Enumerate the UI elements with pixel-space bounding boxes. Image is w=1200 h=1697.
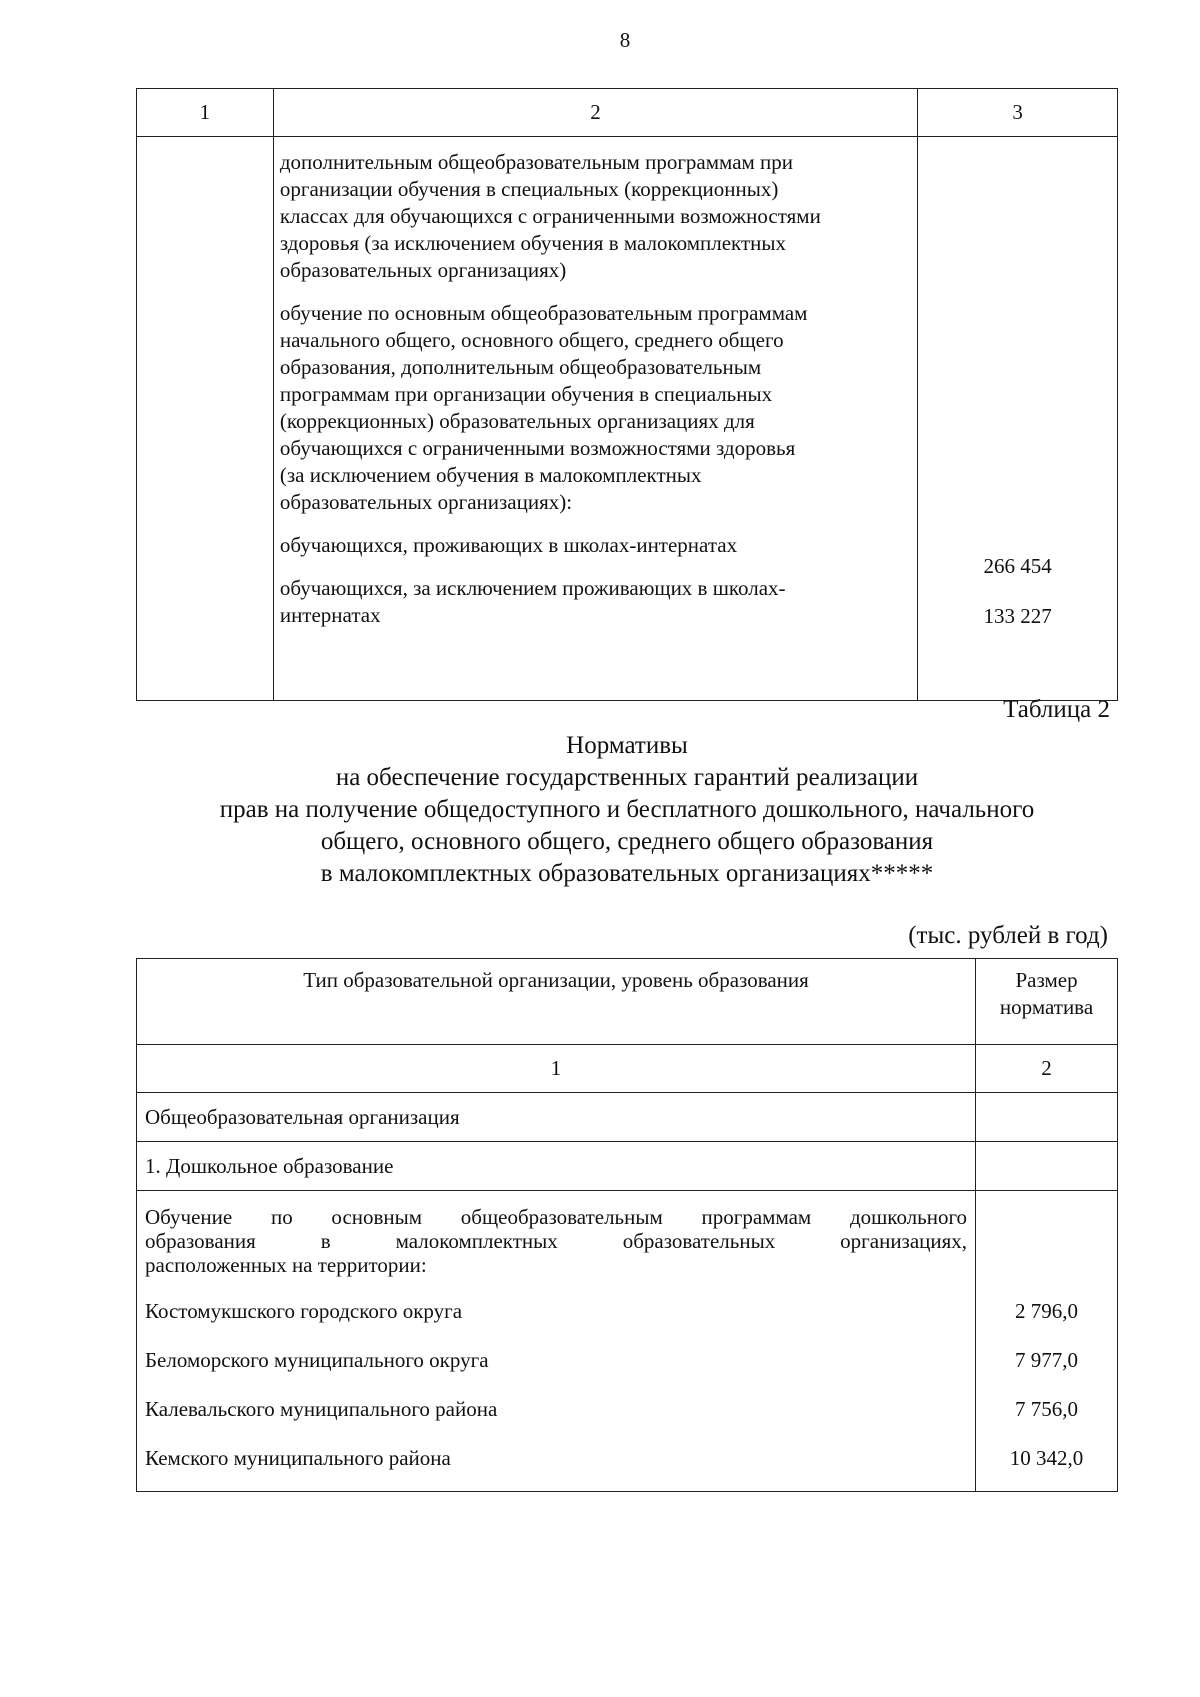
unit-label: (тыс. рублей в год) (908, 922, 1108, 949)
text-line: обучающихся, за исключением проживающих в школах- (279, 576, 786, 600)
row-org-label: Общеобразовательная организация (137, 1093, 976, 1142)
text-line: (коррекционных) образовательных организациях для (279, 409, 755, 433)
table-2-title (136, 730, 1118, 890)
preschool-cell (137, 1191, 976, 1492)
table-1-text-cell (273, 137, 917, 701)
table-1-body-row (137, 137, 1118, 701)
table-2-label: Таблица 2 (1003, 696, 1110, 723)
value-boarding-students: 266 454 (983, 554, 1052, 578)
header-norm-size (976, 959, 1118, 1045)
table-row (137, 1191, 1118, 1492)
text-line: (за исключением обучения в малокомплектных (279, 463, 702, 487)
table-2-header-row (137, 959, 1118, 1045)
value-non-boarding-students: 133 227 (983, 604, 1052, 628)
table-2-col-number: 1 (137, 1045, 976, 1093)
row-org-value (976, 1093, 1118, 1142)
table-1-value-cell (918, 137, 1118, 701)
text-line: обучение по основным общеобразовательным программам (279, 301, 808, 325)
item-boarding-students: обучающихся, проживающих в школах-интернатах (279, 533, 738, 557)
page-number: 8 (619, 28, 631, 52)
table-1-col-number: 3 (918, 89, 1118, 137)
title-line: в малокомплектных образовательных организациях***** (320, 860, 934, 887)
table-1-col-number: 1 (137, 89, 274, 137)
text-line: образования, дополнительным общеобразовательным (279, 355, 762, 379)
region-value: 2 796,0 (1015, 1299, 1079, 1323)
preschool-intro (137, 1191, 975, 1277)
region-value: 7 977,0 (1015, 1348, 1079, 1372)
text-line: организации обучения в специальных (коррекционных) (279, 177, 779, 201)
text-line: Обучение по основным общеобразовательным программам дошкольного (145, 1205, 968, 1229)
table-2-col-number: 2 (976, 1045, 1118, 1093)
region-value: 10 342,0 (1009, 1446, 1084, 1470)
table-1-empty-cell (137, 137, 274, 701)
title-line: общего, основного общего, среднего общего образования (320, 828, 934, 855)
header-line: Размер (1015, 968, 1078, 992)
text-line: образования в малокомплектных образовательных организациях, (145, 1229, 968, 1253)
paragraph-special-schools (280, 300, 909, 516)
text-line: образовательных организациях): (279, 490, 573, 514)
row-section-value (976, 1142, 1118, 1191)
text-line: расположенных на территории: (145, 1253, 427, 1277)
text-line: начального общего, основного общего, среднего общего (279, 328, 784, 352)
text-line: образовательных организациях) (279, 258, 567, 282)
table-1-header-row (137, 89, 1118, 137)
text-line: классах для обучающихся с ограниченными возможностями (279, 204, 821, 228)
item-non-boarding-students (280, 575, 909, 629)
region-name: Костомукшского городского округа (145, 1299, 463, 1323)
preschool-values-cell (976, 1191, 1118, 1492)
text-line: интернатах (279, 603, 381, 627)
table-2 (136, 958, 1118, 1492)
region-value: 7 756,0 (1015, 1397, 1079, 1421)
text-line: дополнительным общеобразовательным программам при (279, 150, 794, 174)
header-org-type: Тип образовательной организации, уровень образования (137, 959, 976, 1045)
row-section-label: 1. Дошкольное образование (137, 1142, 976, 1191)
table-1-col-number: 2 (273, 89, 917, 137)
text-line: обучающихся с ограниченными возможностями здоровья (279, 436, 796, 460)
header-line: норматива (999, 995, 1094, 1019)
title-line: Нормативы (566, 732, 688, 759)
text-line: здоровья (за исключением обучения в малокомплектных (279, 231, 787, 255)
table-row (137, 1142, 1118, 1191)
title-line: на обеспечение государственных гарантий реализации (335, 764, 919, 791)
region-name: Беломорского муниципального округа (145, 1348, 489, 1372)
table-1 (136, 88, 1118, 701)
paragraph-additional-programs (280, 149, 909, 284)
title-line: прав на получение общедоступного и бесплатного дошкольного, начального (219, 796, 1035, 823)
region-name: Калевальского муниципального района (145, 1397, 498, 1421)
region-name: Кемского муниципального района (145, 1446, 451, 1470)
table-row (137, 1093, 1118, 1142)
table-2-col-number-row (137, 1045, 1118, 1093)
text-line: программам при организации обучения в специальных (279, 382, 773, 406)
